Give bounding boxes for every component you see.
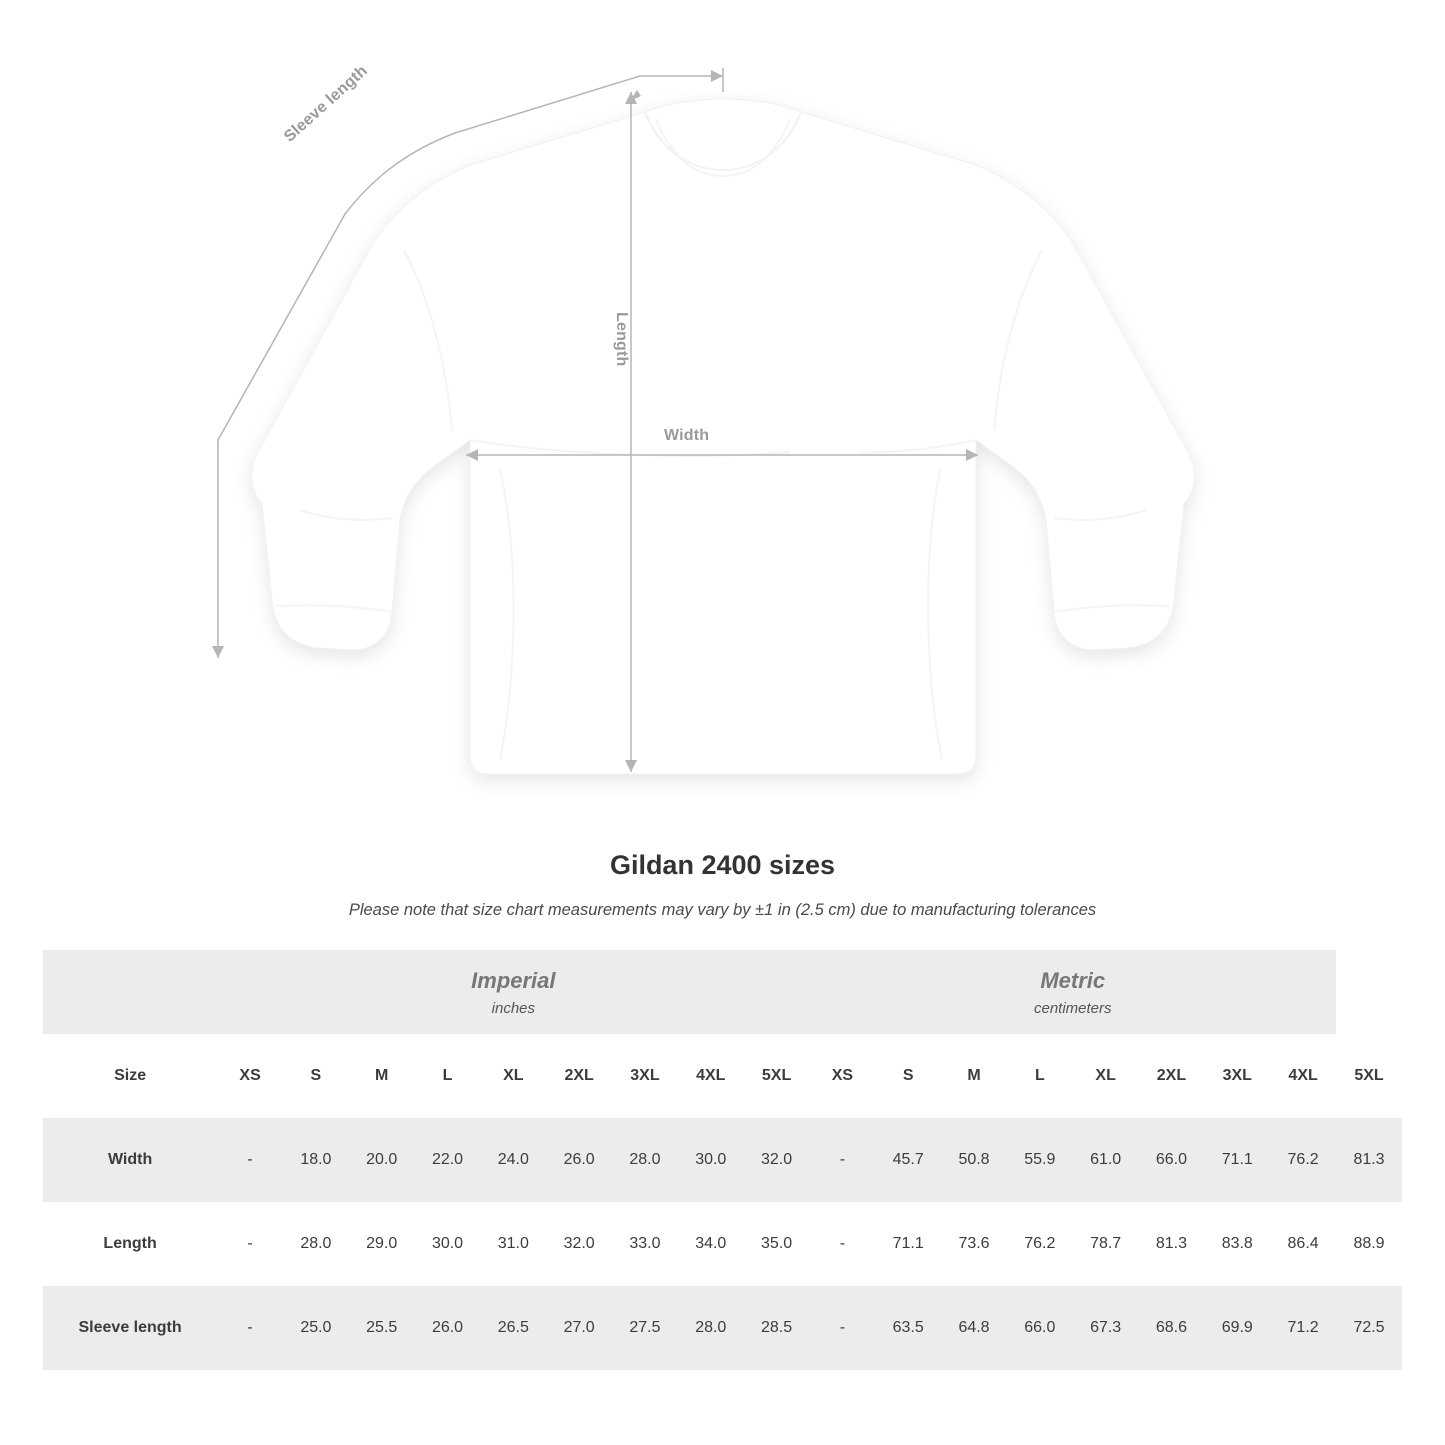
title-block xyxy=(0,850,1445,920)
size-header-metric-xs: XS xyxy=(809,1034,875,1118)
cell-width-metric-l: 55.9 xyxy=(1007,1118,1073,1202)
cell-width-metric-2xl: 66.0 xyxy=(1139,1118,1205,1202)
row-label-length: Length xyxy=(43,1202,217,1286)
size-header-imperial-s: S xyxy=(283,1034,349,1118)
cell-width-metric-4xl: 76.2 xyxy=(1270,1118,1336,1202)
cell-length-imperial-4xl: 34.0 xyxy=(678,1202,744,1286)
cell-width-imperial-3xl: 28.0 xyxy=(612,1118,678,1202)
cell-width-metric-3xl: 71.1 xyxy=(1204,1118,1270,1202)
size-header-label: Size xyxy=(43,1034,217,1118)
size-header-imperial-l: L xyxy=(415,1034,481,1118)
cell-length-metric-3xl: 83.8 xyxy=(1204,1202,1270,1286)
cell-width-imperial-4xl: 30.0 xyxy=(678,1118,744,1202)
unit-header-row xyxy=(43,950,1402,1034)
size-header-imperial-xs: XS xyxy=(217,1034,283,1118)
cell-sleeve-imperial-l: 26.0 xyxy=(415,1286,481,1370)
cell-sleeve-metric-xl: 67.3 xyxy=(1073,1286,1139,1370)
cell-width-metric-xl: 61.0 xyxy=(1073,1118,1139,1202)
size-header-imperial-4xl: 4XL xyxy=(678,1034,744,1118)
cell-width-imperial-s: 18.0 xyxy=(283,1118,349,1202)
length-dimension-label: Length xyxy=(613,312,630,367)
cell-sleeve-metric-4xl: 71.2 xyxy=(1270,1286,1336,1370)
cell-sleeve-imperial-3xl: 27.5 xyxy=(612,1286,678,1370)
row-label-sleeve-length: Sleeve length xyxy=(43,1286,217,1370)
cell-width-metric-m: 50.8 xyxy=(941,1118,1007,1202)
cell-length-imperial-s: 28.0 xyxy=(283,1202,349,1286)
cell-length-metric-s: 71.1 xyxy=(875,1202,941,1286)
cell-length-metric-m: 73.6 xyxy=(941,1202,1007,1286)
table-row-length xyxy=(43,1202,1402,1286)
cell-length-metric-4xl: 86.4 xyxy=(1270,1202,1336,1286)
cell-sleeve-metric-xs: - xyxy=(809,1286,875,1370)
cell-sleeve-metric-3xl: 69.9 xyxy=(1204,1286,1270,1370)
cell-length-metric-2xl: 81.3 xyxy=(1139,1202,1205,1286)
size-header-metric-m: M xyxy=(941,1034,1007,1118)
cell-width-metric-s: 45.7 xyxy=(875,1118,941,1202)
cell-length-metric-xl: 78.7 xyxy=(1073,1202,1139,1286)
size-header-metric-xl: XL xyxy=(1073,1034,1139,1118)
cell-length-metric-l: 76.2 xyxy=(1007,1202,1073,1286)
size-header-metric-3xl: 3XL xyxy=(1204,1034,1270,1118)
size-table-wrap xyxy=(43,950,1402,1370)
cell-width-imperial-xl: 24.0 xyxy=(480,1118,546,1202)
size-header-imperial-5xl: 5XL xyxy=(744,1034,810,1118)
cell-sleeve-imperial-2xl: 27.0 xyxy=(546,1286,612,1370)
cell-sleeve-metric-s: 63.5 xyxy=(875,1286,941,1370)
unit-group-imperial-sub: inches xyxy=(491,999,535,1017)
unit-group-metric-sub: centimeters xyxy=(1033,999,1112,1017)
cell-width-imperial-5xl: 32.0 xyxy=(744,1118,810,1202)
size-chart-table xyxy=(43,950,1402,1370)
cell-sleeve-imperial-5xl: 28.5 xyxy=(744,1286,810,1370)
cell-sleeve-metric-2xl: 68.6 xyxy=(1139,1286,1205,1370)
unit-group-metric-name: Metric xyxy=(1040,968,1106,994)
size-header-metric-5xl: 5XL xyxy=(1336,1034,1402,1118)
cell-sleeve-imperial-xs: - xyxy=(217,1286,283,1370)
size-header-imperial-m: M xyxy=(349,1034,415,1118)
size-header-metric-4xl: 4XL xyxy=(1270,1034,1336,1118)
size-header-imperial-2xl: 2XL xyxy=(546,1034,612,1118)
cell-length-metric-xs: - xyxy=(809,1202,875,1286)
cell-length-metric-5xl: 88.9 xyxy=(1336,1202,1402,1286)
cell-length-imperial-5xl: 35.0 xyxy=(744,1202,810,1286)
cell-width-imperial-xs: - xyxy=(217,1118,283,1202)
cell-length-imperial-xs: - xyxy=(217,1202,283,1286)
shirt-shape xyxy=(252,99,1195,774)
unit-group-metric xyxy=(809,950,1336,1034)
cell-sleeve-imperial-m: 25.5 xyxy=(349,1286,415,1370)
table-row-sleeve-length xyxy=(43,1286,1402,1370)
page-title: Gildan 2400 sizes xyxy=(609,850,836,880)
size-header-metric-2xl: 2XL xyxy=(1139,1034,1205,1118)
sleeve-length-dimension-label: Sleeve length xyxy=(281,62,371,146)
size-header-metric-l: L xyxy=(1007,1034,1073,1118)
cell-length-imperial-xl: 31.0 xyxy=(480,1202,546,1286)
cell-sleeve-metric-l: 66.0 xyxy=(1007,1286,1073,1370)
cell-width-metric-xs: - xyxy=(809,1118,875,1202)
unit-group-imperial-name: Imperial xyxy=(471,968,556,994)
cell-sleeve-metric-5xl: 72.5 xyxy=(1336,1286,1402,1370)
width-dimension-label: Width xyxy=(664,427,710,444)
cell-sleeve-imperial-4xl: 28.0 xyxy=(678,1286,744,1370)
cell-length-imperial-l: 30.0 xyxy=(415,1202,481,1286)
cell-sleeve-imperial-xl: 26.5 xyxy=(480,1286,546,1370)
size-header-row xyxy=(43,1034,1402,1118)
row-label-width: Width xyxy=(43,1118,217,1202)
cell-width-imperial-l: 22.0 xyxy=(415,1118,481,1202)
cell-sleeve-imperial-s: 25.0 xyxy=(283,1286,349,1370)
table-row-width xyxy=(43,1118,1402,1202)
cell-length-imperial-3xl: 33.0 xyxy=(612,1202,678,1286)
unit-header-spacer xyxy=(43,950,217,1034)
size-header-metric-s: S xyxy=(875,1034,941,1118)
size-header-imperial-3xl: 3XL xyxy=(612,1034,678,1118)
cell-length-imperial-2xl: 32.0 xyxy=(546,1202,612,1286)
tolerance-note: Please note that size chart measurements may vary by ±1 in (2.5 cm) due to manufacturing tolerances xyxy=(348,901,1097,919)
cell-width-imperial-2xl: 26.0 xyxy=(546,1118,612,1202)
unit-group-imperial xyxy=(217,950,809,1034)
cell-sleeve-metric-m: 64.8 xyxy=(941,1286,1007,1370)
size-header-imperial-xl: XL xyxy=(480,1034,546,1118)
cell-width-metric-5xl: 81.3 xyxy=(1336,1118,1402,1202)
cell-length-imperial-m: 29.0 xyxy=(349,1202,415,1286)
cell-width-imperial-m: 20.0 xyxy=(349,1118,415,1202)
